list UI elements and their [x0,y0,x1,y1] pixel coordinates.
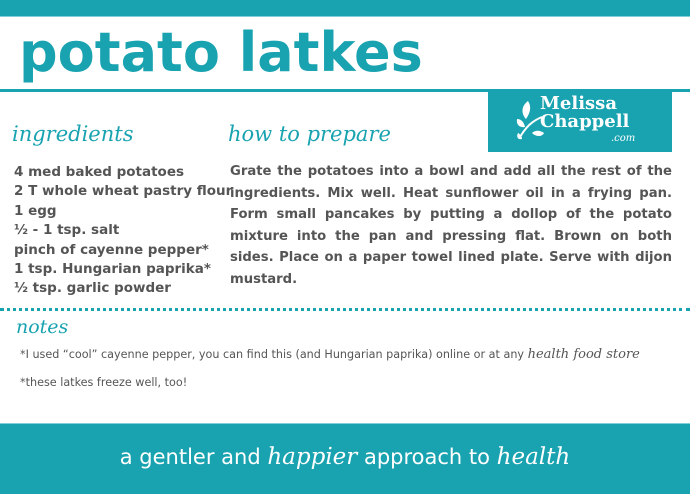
tagline-part-2: approach to [357,445,497,469]
ingredients-list [14,163,232,299]
recipe-title: potato latkes [19,21,423,84]
logo-suffix: .com [611,133,636,144]
tagline-script-2: health [496,444,571,470]
notes-heading: notes [16,316,69,338]
logo-last-name: Chappell [540,111,630,132]
note-1 [20,347,640,362]
ingredient-item: 1 tsp. Hungarian paprika* [14,261,211,278]
ingredient-item: 4 med baked potatoes [14,164,185,180]
logo-name [540,95,629,131]
tagline [0,444,690,470]
footer-banner [0,423,690,494]
ingredient-item: ½ - 1 tsp. salt [14,222,120,239]
ingredient-item: pinch of cayenne pepper* [14,241,209,258]
note-1-script: health food store [527,347,640,362]
brand-logo [488,91,672,152]
note-1-text: *I used “cool” cayenne pepper, you can find this (and Hungarian paprika) online or at any [20,348,528,361]
ingredients-heading: ingredients [12,122,134,146]
top-accent-bar [0,0,690,17]
tagline-part-1: a gentler and [119,445,268,469]
preparation-heading: how to prepare [228,122,391,146]
ingredient-item: 2 T whole wheat pastry flour [14,183,233,200]
ingredient-item: 1 egg [14,202,57,219]
logo-first-name: Melissa [540,93,617,114]
note-2: *these latkes freeze well, too! [20,376,188,389]
ingredient-item: ½ tsp. garlic powder [14,280,171,297]
preparation-text: Grate the potatoes into a bowl and add all the rest of the ingredients. Mix well. Heat sunflower oil in a frying pan. Form small pancakes by putting a dollop of the potato mixture into the pan and pressing flat. Brown on both sides. Place on a paper towel lined plate. Serve with dijon mustard. [230,164,672,287]
notes-divider [0,308,690,311]
tagline-script-1: happier [267,444,358,470]
